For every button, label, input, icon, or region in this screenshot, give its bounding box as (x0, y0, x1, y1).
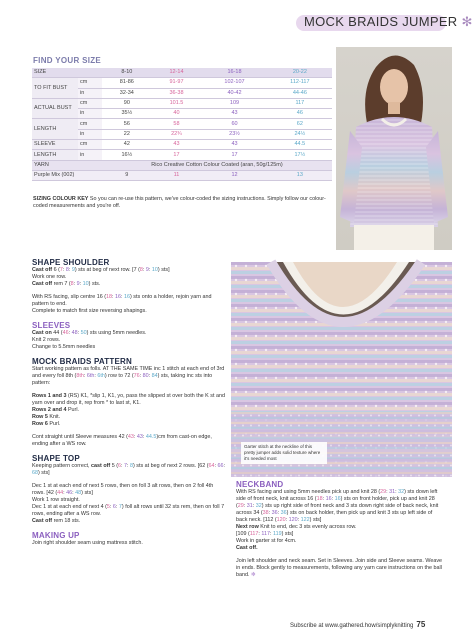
paragraph (32, 366, 227, 387)
table-row (32, 150, 332, 160)
table-row (32, 68, 332, 78)
text: ) sts, taking inc sts into pattern: (32, 373, 213, 386)
bold-text: Cast on (32, 330, 52, 336)
paragraph (32, 281, 227, 288)
text: Purl. (47, 421, 61, 427)
text: Knit to end, dec 3 sts evenly across row. (258, 524, 357, 530)
size-value: 66 (217, 463, 224, 469)
text: : (214, 463, 218, 469)
size-value: 29 (380, 489, 387, 495)
size-value: 16 (115, 294, 122, 300)
text: )cm from cast-on edge, ending after a WS row. (32, 434, 212, 447)
text: ) sts] (81, 490, 93, 496)
text: ) foll alt rows until 32 sts rem, then on foll 7 rows, ending after a WS row. (32, 504, 225, 517)
size-value: 43 (136, 434, 143, 440)
paragraph: Join right shoulder seam using mattress stitch. (32, 540, 143, 546)
model-illustration (336, 47, 452, 250)
text: : (77, 330, 81, 336)
sizing-key-text: So you can re-use this pattern, we've colour-coded the sizing instructions. Simply follow our colour-coded measurements and you're off. (33, 196, 326, 209)
photo-caption: Garter stitch at the neckline of this pretty jumper adds solid texture where it's needed most (241, 442, 327, 464)
size-value: 122 (300, 517, 310, 523)
text: : (252, 503, 256, 509)
paragraph (32, 294, 227, 308)
text: Cont straight until Sleeve measures 42 ( (32, 434, 128, 440)
table-cell: ACTUAL BUST (32, 98, 78, 119)
text: ) sts] (309, 517, 322, 523)
bold-text: Cast off (32, 267, 53, 273)
text: ) sts. (88, 281, 101, 287)
text: : (121, 294, 125, 300)
size-value: 31 (246, 503, 253, 509)
table-cell: 22¾ (152, 129, 202, 139)
size-value: 6th (97, 373, 105, 379)
shape-shoulder-heading: SHAPE SHOULDER (32, 258, 110, 267)
text: [109 ( (236, 531, 250, 537)
end-star-icon: ✻ (251, 572, 256, 578)
text: : (322, 496, 326, 502)
text: : (395, 489, 399, 495)
size-table (32, 68, 332, 181)
table-cell: 17 (201, 150, 267, 160)
size-value: 8 (130, 463, 133, 469)
paragraph: Work 1 row straight. (32, 497, 80, 503)
text: : (121, 463, 124, 469)
table-cell: LENGTH (32, 150, 78, 160)
paragraph: Knit 2 rows. (32, 337, 61, 343)
making-up-heading: MAKING UP (32, 531, 80, 540)
text: rem 7 ( (52, 281, 71, 287)
table-cell: 43 (201, 140, 267, 150)
text: : (68, 267, 72, 273)
table-cell: 35½ (102, 109, 152, 119)
text: : (269, 531, 273, 537)
text: ) sts on back holder, then pick up and knit 3 sts up left side of back neck. [112 ( (236, 510, 433, 523)
size-value: 6 (118, 463, 121, 469)
size-value: 48 (75, 490, 82, 496)
text: Start working pattern as folls. AT THE SAME TIME inc 1 stitch at each end of 3rd and every foll 8th ( (32, 366, 225, 379)
table-cell: in (78, 129, 102, 139)
size-value: 44 (57, 490, 64, 496)
paragraph (32, 393, 227, 407)
size-value: 31 (389, 489, 396, 495)
table-cell: 109 (201, 98, 267, 108)
size-value: 64 (208, 463, 215, 469)
paragraph (236, 545, 444, 552)
table-cell: YARN (32, 160, 102, 170)
bold-text: Rows 1 and 3 (32, 393, 67, 399)
text: : (94, 373, 98, 379)
table-cell: 12 (201, 170, 267, 180)
size-value: 10 (82, 281, 89, 287)
bold-text: cast off (91, 463, 111, 469)
text: ) sts] (157, 267, 170, 273)
table-cell: cm (78, 119, 102, 129)
size-value: 117 (249, 531, 259, 537)
table-cell: 40 (152, 109, 202, 119)
find-your-size-heading: FIND YOUR SIZE (33, 56, 102, 65)
text: With RS facing, slip centre 16 ( (32, 294, 107, 300)
size-value: 80 (142, 373, 149, 379)
text: ) sts at beg of next row. [7 ( (74, 267, 140, 273)
size-value: 117 (261, 531, 270, 537)
table-row (32, 119, 332, 129)
size-value: 32 (398, 489, 405, 495)
text: ) sts] (281, 531, 294, 537)
text: : (277, 510, 281, 516)
table-cell: 46 (268, 109, 332, 119)
table-cell: 117 (268, 98, 332, 108)
text: ) sts onto a holder, rejoin yarn and pattern to end. (32, 294, 212, 307)
table-cell: 17½ (268, 150, 332, 160)
text: : (72, 490, 76, 496)
table-cell: 24½ (268, 129, 332, 139)
text: ) sts on front holder, pick up and knit 28 ( (236, 496, 435, 509)
text: : (139, 373, 143, 379)
table-cell: 81-86 (102, 78, 152, 88)
size-value: 6th (86, 373, 95, 379)
table-cell: 101.5 (152, 98, 202, 108)
size-value: 38 (262, 510, 269, 516)
bold-text: Row 5 (32, 414, 48, 420)
table-row (32, 140, 332, 150)
text: : (223, 463, 226, 469)
text: ) sts using 5mm needles. (86, 330, 147, 336)
text: Dec 1 st at each end of next 5 rows, then on foll 3 alt rows, then on 2 foll 4th rows. [42 ( (32, 483, 214, 496)
size-value: 8 (70, 281, 74, 287)
text: ) row to 72 ( (104, 373, 134, 379)
table-cell: 12-14 (152, 68, 202, 78)
table-cell: 60 (201, 119, 267, 129)
text: Purl. (66, 407, 80, 413)
table-cell: 42 (102, 140, 152, 150)
paragraph (32, 504, 227, 518)
text: : (148, 267, 152, 273)
paragraph (236, 531, 444, 538)
text: : (63, 490, 67, 496)
text: : (268, 510, 272, 516)
table-cell: cm (78, 140, 102, 150)
table-cell: 22 (102, 129, 152, 139)
table-cell: 58 (152, 119, 202, 129)
table-cell: 62 (268, 119, 332, 129)
paragraph (32, 483, 227, 497)
bold-text: Rows 2 and 4 (32, 407, 67, 413)
text: : (258, 531, 262, 537)
table-row (32, 98, 332, 108)
size-value: 5 (106, 504, 110, 510)
text: : (386, 489, 390, 495)
table-cell: 11 (152, 170, 202, 180)
size-value: 46 (66, 490, 73, 496)
table-cell: in (78, 88, 102, 98)
size-value: 36 (280, 510, 287, 516)
size-value: 84 (151, 373, 158, 379)
paragraph (32, 414, 227, 421)
text: : (79, 281, 83, 287)
text: ) sts at beg of next 2 rows. [62 ( (133, 463, 209, 469)
table-cell: cm (78, 98, 102, 108)
text: : (243, 503, 247, 509)
table-cell: 16½ (102, 150, 152, 160)
table-row (32, 170, 332, 180)
size-value: 8 (65, 267, 69, 273)
page-title (304, 14, 473, 30)
text: : (142, 434, 146, 440)
size-value: 18 (316, 496, 323, 502)
table-cell: 16-18 (201, 68, 267, 78)
size-value: 43 (127, 434, 134, 440)
size-value: 29 (237, 503, 244, 509)
table-cell: 44.5 (268, 140, 332, 150)
size-value: 6 (112, 504, 116, 510)
sleeves-heading: SLEEVES (32, 321, 71, 330)
size-value: 7 (118, 504, 122, 510)
bold-text: Next row (236, 524, 259, 530)
text: Keeping pattern correct, (32, 463, 92, 469)
text: : (83, 373, 87, 379)
model-photo (336, 47, 452, 250)
table-cell: 9 (102, 170, 152, 180)
table-cell: 112-117 (268, 78, 332, 88)
paragraph (236, 558, 444, 579)
text: : (148, 373, 152, 379)
size-value: 44.5 (145, 434, 157, 440)
bold-text: Cast off (32, 281, 53, 287)
text: : (68, 330, 72, 336)
table-cell: in (78, 150, 102, 160)
paragraph (32, 421, 227, 428)
text: : (297, 517, 301, 523)
size-value: 8 (139, 267, 143, 273)
text: : (109, 504, 113, 510)
paragraph (32, 407, 227, 414)
size-value: 76 (133, 373, 140, 379)
table-row (32, 160, 332, 170)
text: rem 18 sts. (52, 518, 81, 524)
text: Dec 1 st at each end of next 4 ( (32, 504, 107, 510)
right-column (236, 480, 444, 579)
text: : (112, 294, 116, 300)
page-title-text: MOCK BRAIDS JUMPER (304, 14, 458, 29)
table-cell: 91-97 (152, 78, 202, 88)
size-value: 36 (271, 510, 278, 516)
text: ) sts down left side of front neck, knit across 16 ( (236, 489, 438, 502)
text: : (115, 504, 119, 510)
text: : (127, 463, 130, 469)
table-cell: 17 (152, 150, 202, 160)
table-cell: SLEEVE (32, 140, 78, 150)
size-value: 120 (276, 517, 286, 523)
table-cell: 43 (152, 140, 202, 150)
text: : (285, 517, 289, 523)
text: ) sts up right side of front neck and 3 sts down right side of back neck, knit across 34 ( (236, 503, 439, 516)
paragraph: Work in garter st for 4cm. (236, 538, 297, 544)
size-value: 48 (71, 330, 78, 336)
table-cell: TO FIT BUST (32, 78, 78, 99)
table-cell: LENGTH (32, 119, 78, 140)
bold-text: Cast off (32, 518, 53, 524)
footer-link[interactable]: Subscribe at www.gathered.how/simplyknitting (290, 623, 414, 629)
table-cell: SIZE (32, 68, 102, 78)
text: (RS) K1, *slip 1, K1, yo, pass the slipped st over both the K st and yarn over and drop it, rep from * to last st, K1. (32, 393, 225, 406)
table-cell: 13 (268, 170, 332, 180)
mock-braids-pattern-heading: MOCK BRAIDS PATTERN (32, 357, 132, 366)
text: Knit. (47, 414, 61, 420)
text: : (62, 267, 66, 273)
size-value: 50 (80, 330, 87, 336)
page-number: 75 (416, 620, 426, 629)
text: Join left shoulder and neck seam. Set in Sleeves. Join side and Sleeve seams. Weave in ends. Block gently to measurements, following any yarn care instructions on the ball band. (236, 558, 443, 578)
bold-text: Row 6 (32, 421, 48, 427)
text: : (142, 267, 146, 273)
paragraph (32, 267, 227, 274)
size-value: 120 (288, 517, 298, 523)
table-cell: 44-46 (268, 88, 332, 98)
table-cell: Purple Mix (002) (32, 170, 102, 180)
size-value: 68 (32, 470, 38, 476)
table-cell: Rico Creative Cotton Colour Coated (aran, 50g/125m) (102, 160, 332, 170)
bold-text: Cast off. (236, 545, 258, 551)
table-cell: 90 (102, 98, 152, 108)
table-cell: 36-38 (152, 88, 202, 98)
table-cell: cm (78, 78, 102, 88)
size-value: 9 (71, 267, 75, 273)
text: 5 ( (110, 463, 118, 469)
paragraph (32, 518, 227, 525)
size-value: 119 (272, 531, 282, 537)
table-cell: 23½ (201, 129, 267, 139)
text: 44 ( (51, 330, 63, 336)
size-value: 32 (255, 503, 262, 509)
size-value: 18 (106, 294, 113, 300)
table-cell: 20-22 (268, 68, 332, 78)
size-value: 7 (124, 463, 127, 469)
size-value: 16 (334, 496, 341, 502)
size-value: 16 (325, 496, 332, 502)
size-value: 7 (59, 267, 63, 273)
paragraph (32, 330, 227, 337)
left-column (32, 258, 227, 547)
text: ) sts] (38, 470, 50, 476)
star-icon: ✻ (461, 14, 473, 29)
table-cell: 40-42 (201, 88, 267, 98)
table-cell: 56 (102, 119, 152, 129)
paragraph (236, 524, 444, 531)
paragraph (32, 463, 227, 477)
paragraph: Complete to match first size reversing shapings. (32, 308, 147, 314)
size-value: 9 (76, 281, 80, 287)
table-cell: 8-10 (102, 68, 152, 78)
size-value: 8th (76, 373, 84, 379)
sizing-colour-key (33, 196, 333, 210)
text: With RS facing and using 5mm needles pick up and knit 28 ( (236, 489, 381, 495)
text: : (133, 434, 137, 440)
shape-top-heading: SHAPE TOP (32, 454, 80, 463)
paragraph: Change to 5.5mm needles (32, 344, 96, 350)
table-cell: 32-34 (102, 88, 152, 98)
paragraph (32, 434, 227, 448)
paragraph (236, 489, 444, 524)
size-value: 46 (62, 330, 69, 336)
table-cell: 102-107 (201, 78, 267, 88)
table-row (32, 78, 332, 88)
size-value: 9 (145, 267, 149, 273)
size-value: 10 (151, 267, 158, 273)
table-cell: in (78, 109, 102, 119)
sizing-key-title: SIZING COLOUR KEY (33, 196, 89, 202)
size-value: 16 (124, 294, 131, 300)
text: 6 ( (52, 267, 60, 273)
footer (290, 620, 425, 629)
text: : (331, 496, 335, 502)
table-cell: 43 (201, 109, 267, 119)
text: : (73, 281, 77, 287)
paragraph: Work one row. (32, 274, 67, 280)
neckband-heading: NECKBAND (236, 480, 284, 489)
